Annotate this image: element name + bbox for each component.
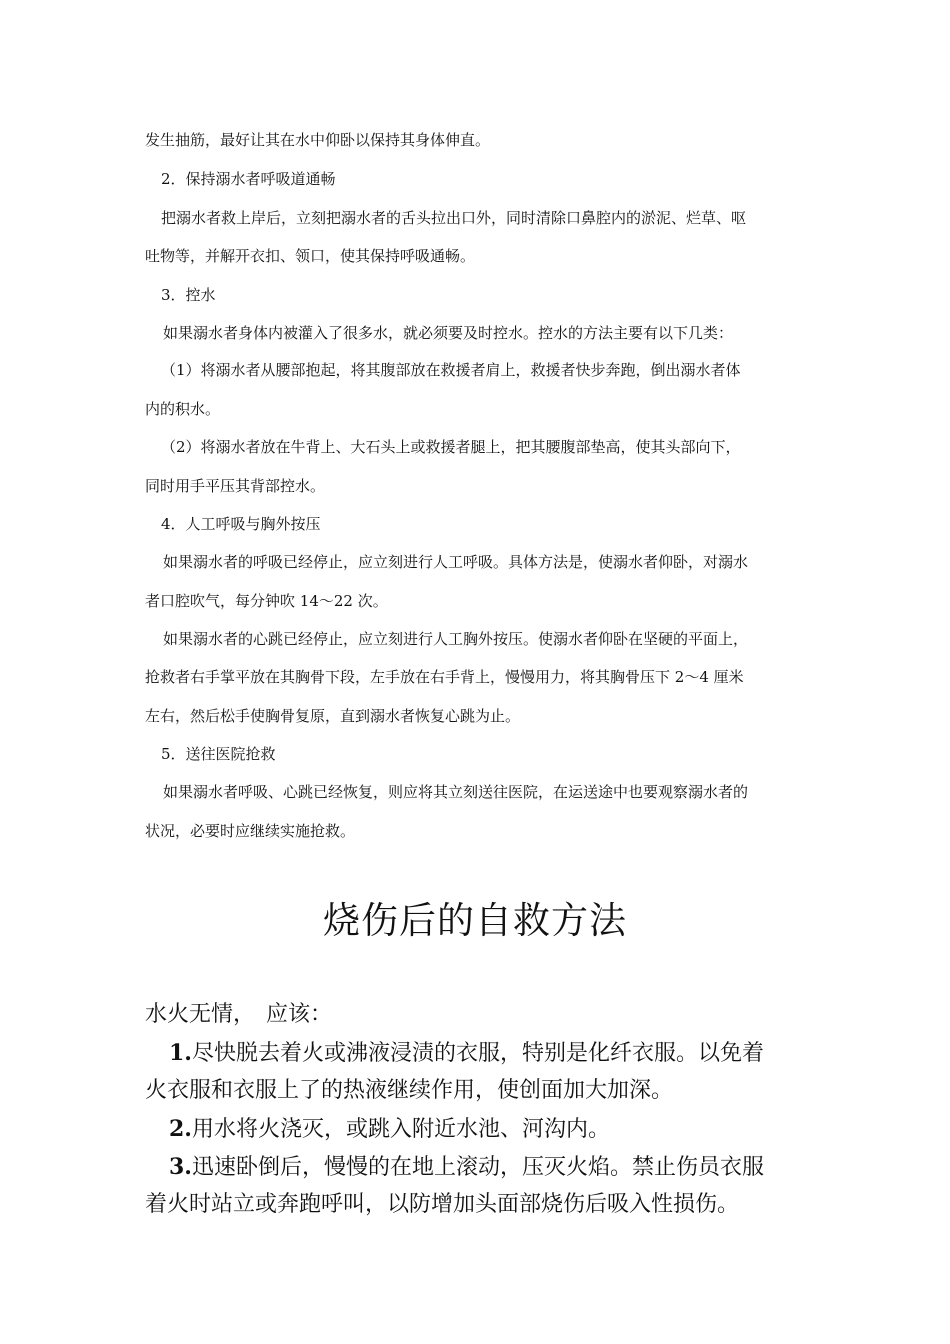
- page-title: 烧伤后的自救方法: [323, 899, 627, 942]
- paragraph-line: 如果溺水者的呼吸已经停止，应立刻进行人工呼吸。具体方法是，使溺水者仰卧，对溺水: [163, 553, 749, 571]
- paragraph-line: 发生抽筋，最好让其在水中仰卧以保持其身体伸直。: [145, 131, 491, 149]
- item-text: 尽快脱去着火或沸液浸渍的衣服，特别是化纤衣服。以免着: [191, 1041, 764, 1066]
- paragraph-line: 内的积水。: [145, 400, 221, 418]
- intro-line: 水火无情， 应该：: [145, 1002, 333, 1027]
- item-number: 3.: [169, 1154, 192, 1180]
- paragraph-line: 抢救者右手掌平放在其胸骨下段，左手放在右手背上，慢慢用力，将其胸骨压下 2～4 厘米: [145, 668, 744, 686]
- paragraph-line: （2）将溺水者放在牛背上、大石头上或救援者腿上，把其腰腹部垫高，使其头部向下，: [161, 438, 741, 456]
- item-text: 用水将火浇灭，或跳入附近水池、河沟内。: [191, 1117, 610, 1142]
- list-item-continuation: 着火时站立或奔跑呼叫，以防增加头面部烧伤后吸入性损伤。: [145, 1192, 740, 1217]
- item-number: 1.: [169, 1040, 192, 1066]
- list-item: [145, 1034, 825, 1073]
- paragraph-line: 同时用手平压其背部控水。: [145, 477, 326, 495]
- paragraph-line: 左右，然后松手使胸骨复原，直到溺水者恢复心跳为止。: [145, 707, 521, 725]
- paragraph-line: 如果溺水者身体内被灌入了很多水，就必须要及时控水。控水的方法主要有以下几类：: [163, 324, 734, 342]
- section-heading: 3．控水: [161, 286, 216, 304]
- paragraph-line: 吐物等，并解开衣扣、领口，使其保持呼吸通畅。: [145, 247, 476, 265]
- paragraph-line: 如果溺水者呼吸、心跳已经恢复，则应将其立刻送往医院，在运送途中也要观察溺水者的: [163, 783, 749, 801]
- paragraph-line: 者口腔吹气，每分钟吹 14～22 次。: [145, 592, 388, 610]
- paragraph-line: 把溺水者救上岸后，立刻把溺水者的舌头拉出口外，同时清除口鼻腔内的淤泥、烂草、呕: [161, 209, 747, 227]
- item-number: 2.: [169, 1116, 192, 1142]
- list-item-continuation: 火衣服和衣服上了的热液继续作用，使创面加大加深。: [145, 1078, 674, 1103]
- paragraph-line: （1）将溺水者从腰部抱起，将其腹部放在救援者肩上，救援者快步奔跑，倒出溺水者体: [161, 361, 741, 379]
- paragraph-line: 如果溺水者的心跳已经停止，应立刻进行人工胸外按压。使溺水者仰卧在坚硬的平面上，: [163, 630, 749, 648]
- paragraph-line: 状况，必要时应继续实施抢救。: [145, 822, 356, 840]
- section-heading: 4．人工呼吸与胸外按压: [161, 515, 321, 533]
- list-item: [145, 1110, 825, 1149]
- section-heading: 2．保持溺水者呼吸道通畅: [161, 170, 336, 188]
- item-text: 迅速卧倒后，慢慢的在地上滚动，压灭火焰。禁止伤员衣服: [191, 1155, 764, 1180]
- list-item: [145, 1148, 825, 1187]
- section-heading: 5．送往医院抢救: [161, 745, 276, 763]
